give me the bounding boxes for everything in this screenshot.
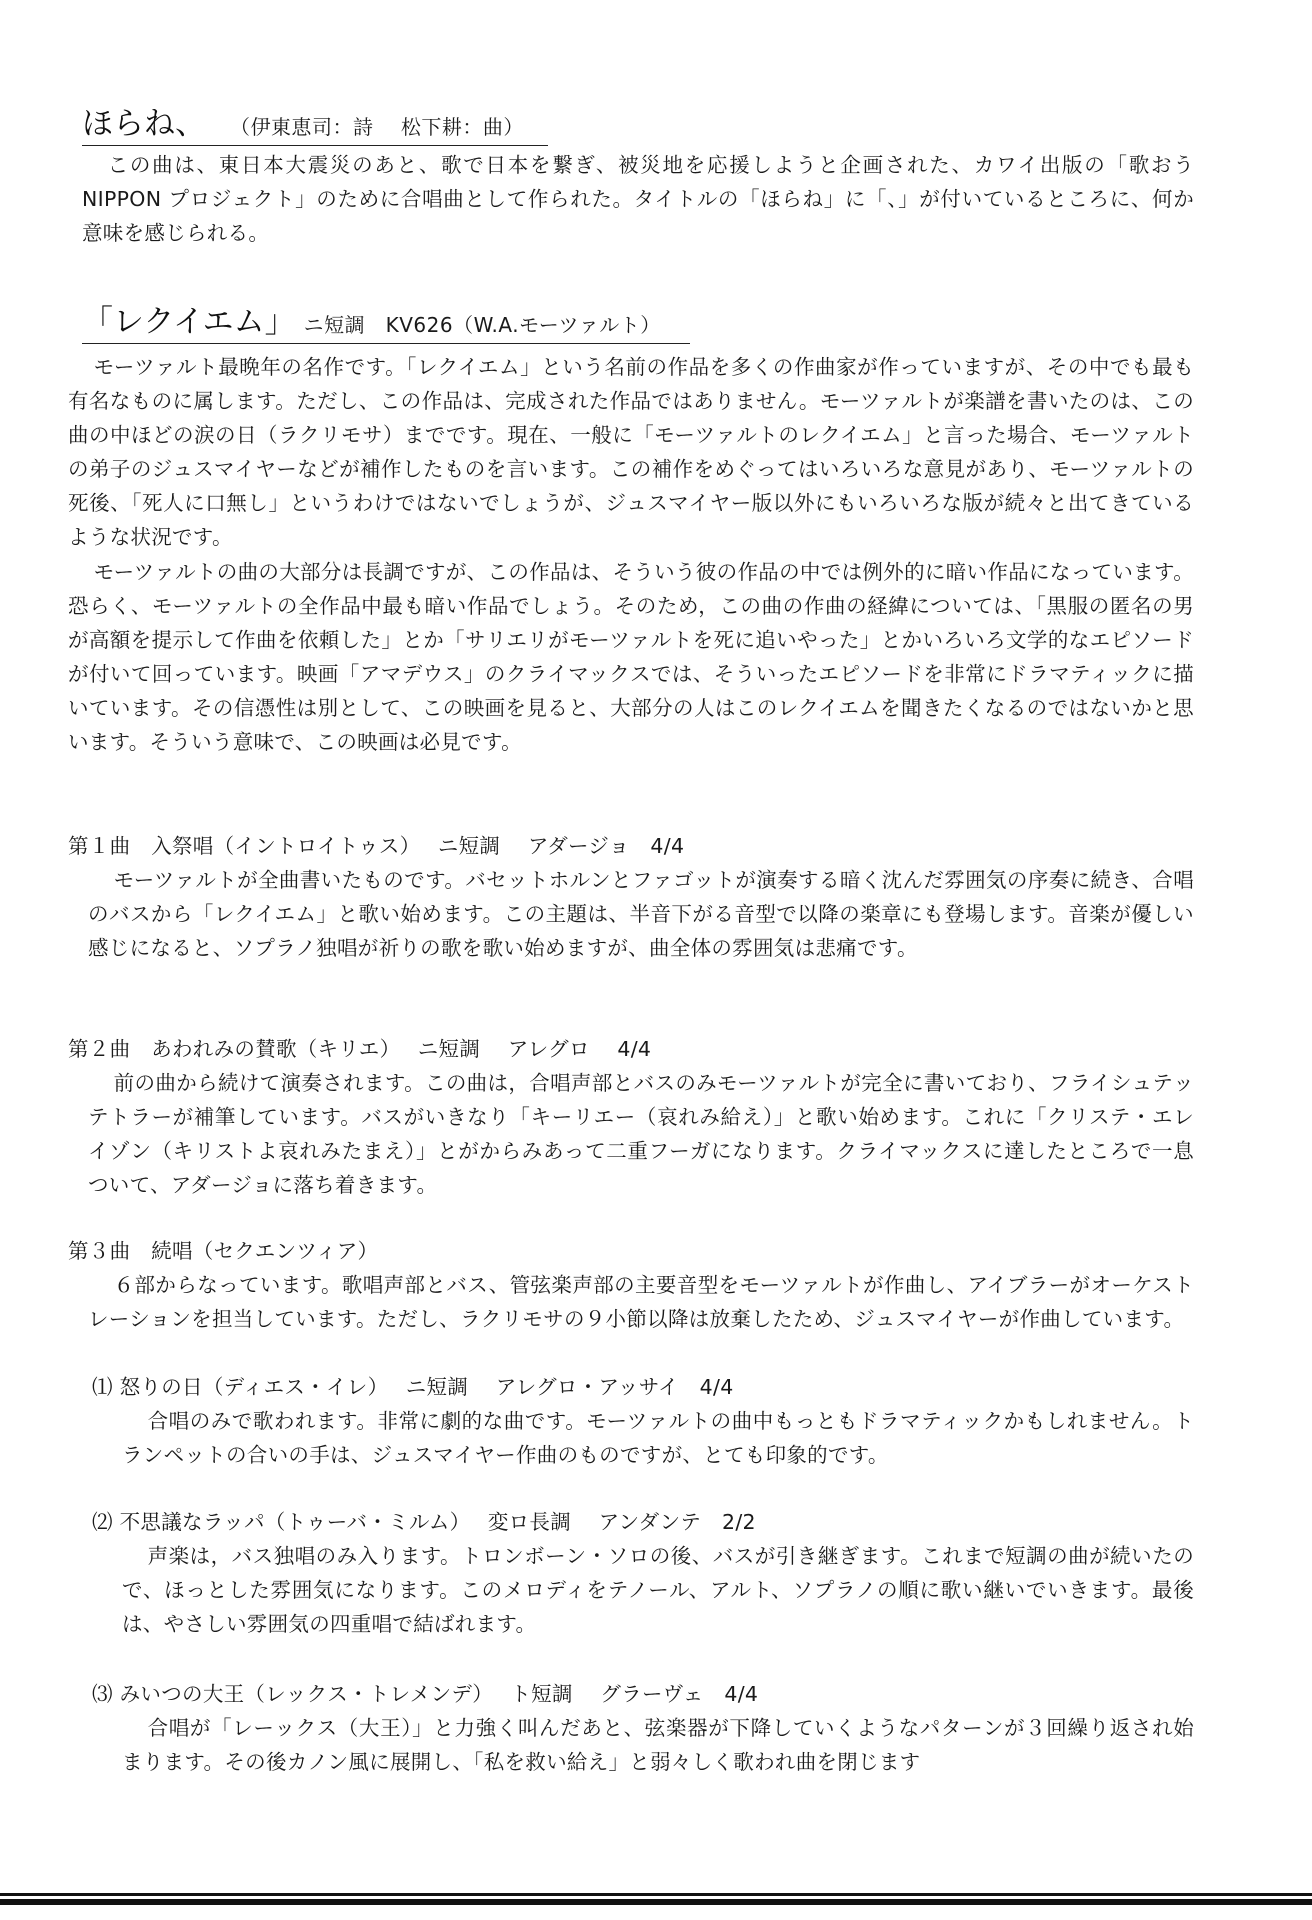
section-title-requiem: 「レクイエム」 <box>82 304 296 340</box>
paragraph-horane: この曲は、東日本大震災のあと、歌で日本を繋ぎ、被災地を応援しようと企画された、カワイ出版の「歌おう NIPPON プロジェクト」のために合唱曲として作られた。タイトルの「ほらね」に「、」が付いているところに、何か意味を感じられる。 <box>82 153 1194 245</box>
movement-body-2: 前の曲から続けて演奏されます。この曲は，合唱声部とバスのみモーツァルトが完全に書いており、フライシュテッテトラーが補筆しています。バスがいきなり「キーリエー（哀れみ給え）」と歌い始めます。これに「クリステ・エレイゾン（キリストよ哀れみたまえ）」とがからみあって二重フーガになります。クライマックスに達したところで一息ついて、アダージョに落ち着きます。 <box>88 1071 1194 1197</box>
sub-movement-body-1: 合唱のみで歌われます。非常に劇的な曲です。モーツァルトの曲中もっともドラマティックかもしれません。トランペットの合いの手は、ジュスマイヤー作曲のものですが、とても印象的です。 <box>122 1409 1194 1467</box>
sub-movement-body-2: 声楽は，バス独唱のみ入ります。トロンボーン・ソロの後、バスが引き継ぎます。これまで短調の曲が続いたので、ほっとした雰囲気になります。このメロディをテノール、アルト、ソプラノの順に歌い継いでいきます。最後は、やさしい雰囲気の四重唱で結ばれます。 <box>122 1544 1194 1636</box>
movement-body-1: モーツァルトが全曲書いたものです。バセットホルンとファゴットが演奏する暗く沈んだ雰囲気の序奏に続き、合唱のバスから「レクイエム」と歌い始めます。この主題は、半音下がる音型で以降の楽章にも登場します。音楽が優しい感じになると、ソプラノ独唱が祈りの歌を歌い始めますが、曲全体の雰囲気は悲痛です。 <box>88 868 1194 960</box>
movement-heading-1: 第１曲 入祭唱（イントロイトゥス） ニ短調 アダージョ 4/4 <box>68 834 685 858</box>
scan-edge-rule-top <box>0 1893 1312 1896</box>
paragraph-requiem-intro-1: モーツァルト最晩年の名作です。「レクイエム」という名前の作品を多くの作曲家が作っていますが、その中でも最も有名なものに属します。ただし、この作品は、完成された作品ではありません。モーツァルトが楽譜を書いたのは、この曲の中ほどの涙の日（ラクリモサ）までです。現在、一般に「モーツァルトのレクイエム」と言った場合、モーツァルトの弟子のジュスマイヤーなどが補作したものを言います。この補作をめぐってはいろいろな意見があり、モーツァルトの死後、「死人に口無し」というわけではないでしょうが、ジュスマイヤー版以外にもいろいろな版が続々と出てきているような状況です。 <box>68 355 1194 549</box>
section-title-horane: ほらね、 <box>82 106 206 142</box>
sub-movement-heading-3: ⑶ みいつの大王（レックス・トレメンデ） ト短調 グラーヴェ 4/4 <box>92 1682 759 1706</box>
paragraph-requiem-intro-2: モーツァルトの曲の大部分は長調ですが、この作品は、そういう彼の作品の中では例外的に暗い作品になっています。恐らく、モーツァルトの全作品中最も暗い作品でしょう。そのため，この曲の作曲の経緯については、「黒服の匿名の男が高額を提示して作曲を依頼した」とか「サリエリがモーツァルトを死に追いやった」とかいろいろ文学的なエピソードが付いて回っています。映画「アマデウス」のクライマックスでは、そういったエピソードを非常にドラマティックに描いています。その信憑性は別として、この映画を見ると、大部分の人はこのレクイエムを聞きたくなるのではないかと思います。そういう意味で、この映画は必見です。 <box>68 560 1194 754</box>
sub-movement-heading-2: ⑵ 不思議なラッパ（トゥーバ・ミルム） 変ロ長調 アンダンテ 2/2 <box>92 1510 756 1534</box>
scan-edge-rule-bottom <box>0 1899 1312 1905</box>
movement-heading-3: 第３曲 続唱（セクエンツィア） <box>68 1239 379 1263</box>
sub-movement-heading-1: ⑴ 怒りの日（ディエス・イレ） ニ短調 アレグロ・アッサイ 4/4 <box>92 1375 734 1399</box>
section-heading-requiem <box>82 296 690 344</box>
section-heading-horane <box>82 98 548 146</box>
section-credits-horane: （伊東恵司：詩 松下耕：曲） <box>230 115 524 139</box>
movement-heading-2: 第２曲 あわれみの賛歌（キリエ） ニ短調 アレグロ 4/4 <box>68 1037 652 1061</box>
section-credits-requiem: ニ短調 KV626（W.A.モーツァルト） <box>303 313 661 337</box>
sub-movement-body-3: 合唱が「レーックス（大王）」と力強く叫んだあと、弦楽器が下降していくようなパターンが３回繰り返され始まります。その後カノン風に展開し、「私を救い給え」と弱々しく歌われ曲を閉じます <box>122 1716 1194 1774</box>
movement-body-3: ６部からなっています。歌唱声部とバス、管弦楽声部の主要音型をモーツァルトが作曲し、アイブラーがオーケストレーションを担当しています。ただし、ラクリモサの９小節以降は放棄したため、ジュスマイヤーが作曲しています。 <box>88 1273 1194 1331</box>
